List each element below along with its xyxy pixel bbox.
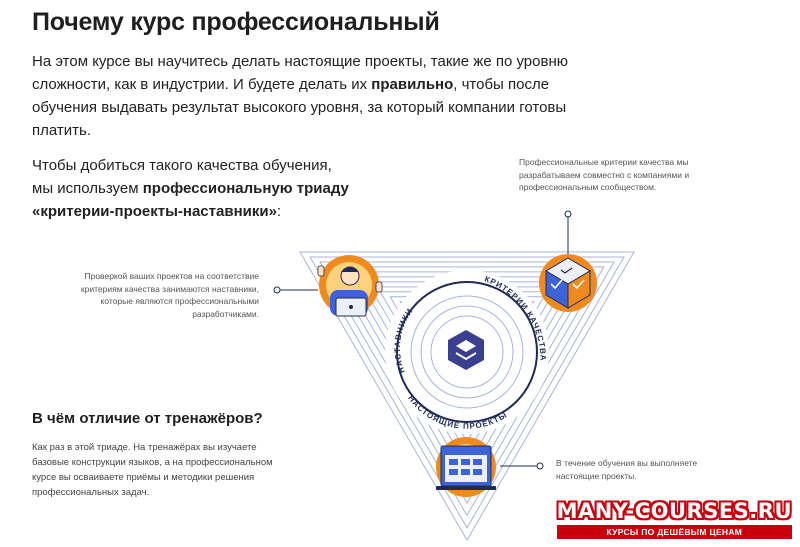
mentor-illustration-icon xyxy=(318,255,382,316)
difference-text: Как раз в этой триаде. На тренажёрах вы изучаете базовые конструкции языков, а на профессиональном курсе вы осваиваете приёмы и методики решения профессиональных задач. xyxy=(32,442,273,498)
watermark xyxy=(557,499,792,539)
intro-emphasis: правильно xyxy=(371,76,454,93)
triad-line-1: Чтобы добиться такого качества обучения, xyxy=(32,157,332,174)
quality-checklist-icon xyxy=(539,254,597,312)
triad-emphasis: профессиональную триаду xyxy=(142,180,349,197)
intro-text-end: , чтобы после обучения выдавать результат высокого уровня, за который компании готовы платить. xyxy=(32,76,567,139)
triad-colon: : xyxy=(276,203,282,220)
criteria-arc-label: КРИТЕРИИ КАЧЕСТВА xyxy=(483,274,548,362)
mentors-arc-label: НАСТАВНИКИ xyxy=(392,306,415,375)
intro-text-start: На этом курсе вы научитесь делать настоящие проекты, такие же по уровню сложности, как в индустрии. И будете делать их xyxy=(32,53,568,93)
difference-heading: В чём отличие от тренажёров? xyxy=(32,410,263,427)
mentors-note: Проверкой ваших проектов на соответствие критериям качества занимаются наставники, которые являются профессиональными разработчиками. xyxy=(80,271,259,319)
triad-paragraph xyxy=(32,154,362,223)
watermark-subtitle: КУРСЫ ПО ДЕШЁВЫМ ЦЕНАМ xyxy=(557,525,792,539)
criteria-note: Профессиональные критерии качества мы разрабатываем совместно с компаниями и профессиональным сообществом. xyxy=(519,157,690,192)
projects-arc-label: НАСТОЯЩИЕ ПРОЕКТЫ xyxy=(406,393,510,431)
page-title: Почему курс профессиональный xyxy=(32,8,440,36)
watermark-title: MANY-COURSES.RU xyxy=(556,499,792,523)
triad-line-2: мы используем xyxy=(32,180,143,197)
intro-paragraph xyxy=(32,50,572,142)
project-window-icon xyxy=(436,437,496,497)
triad-name: «критерии-проекты-наставники» xyxy=(32,203,277,220)
projects-note: В течение обучения вы выполняете настоящие проекты. xyxy=(556,458,698,481)
